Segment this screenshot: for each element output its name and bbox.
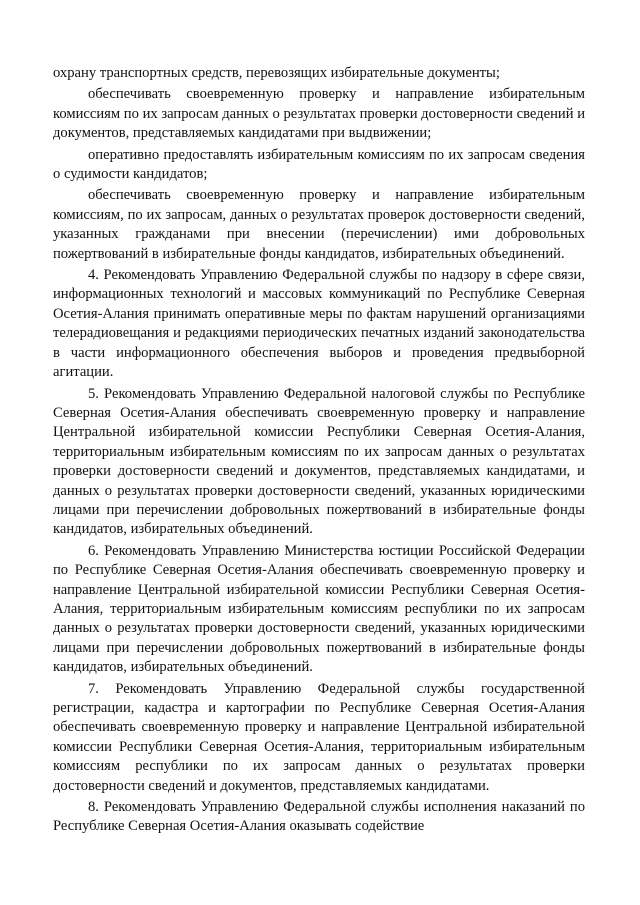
paragraph-donations-verification: обеспечивать своевременную проверку и направление избирательным комиссиям, по их запросам, данных о результатах проверок достоверности сведений, указанных гражданами при внесении (перечислении) ими добровольных пожертвований в избирательные фонды кандидатов, избирательных объединений. bbox=[53, 187, 585, 262]
document-page bbox=[53, 64, 585, 839]
paragraph-item-7: 7. Рекомендовать Управлению Федеральной службы государственной регистрации, кадастра и картографии по Республике Северная Осетия-Алания обеспечивать своевременную проверку и направление Центральной избирательной комиссии Республики Северная Осетия-Алания, территориальным избирательным комиссиям республики по их запросам данных о результатах проверки достоверности сведений и документов, представляемых кандидатами. bbox=[53, 680, 585, 794]
paragraph-verification-documents: обеспечивать своевременную проверку и направление избирательным комиссиям по их запросам данных о результатах проверки достоверности сведений и документов, представляемых кандидатами при выдвижении; bbox=[53, 86, 585, 142]
paragraph-item-5: 5. Рекомендовать Управлению Федеральной налоговой службы по Республике Северная Осетия-Алания обеспечивать своевременную проверку и направление Центральной избирательной комиссии Республики Северная Осетия-Алания, территориальным избирательным комиссиям по их запросам данных о результатах проверки достоверности сведений и документов, представляемых кандидатами, и данных о результатах проверки достоверности сведений, указанных юридическими лицами при перечислении добровольных пожертвований в избирательные фонды кандидатов, избирательных объединений. bbox=[53, 385, 585, 538]
paragraph-item-6: 6. Рекомендовать Управлению Министерства юстиции Российской Федерации по Республике Северная Осетия-Алания обеспечивать своевременную проверку и направление Центральной избирательной комиссии Республики Северная Осетия-Алания, территориальным избирательным комиссиям республики по их запросам данных о результатах проверки достоверности сведений, указанных юридическими лицами при перечислении добровольных пожертвований в избирательные фонды кандидатов, избирательных объединений. bbox=[53, 542, 585, 676]
paragraph-continuation: охрану транспортных средств, перевозящих избирательные документы; bbox=[53, 65, 500, 81]
paragraph-item-4: 4. Рекомендовать Управлению Федеральной службы по надзору в сфере связи, информационных технологий и массовых коммуникаций по Республике Северная Осетия-Алания принимать оперативные меры по фактам нарушений организациями телерадиовещания и редакциями периодических печатных изданий законодательства в части информационного обеспечения выборов и проведения предвыборной агитации. bbox=[53, 267, 585, 381]
paragraph-criminal-records: оперативно предоставлять избирательным комиссиям по их запросам сведения о судимости кандидатов; bbox=[53, 146, 585, 183]
paragraph-item-8: 8. Рекомендовать Управлению Федеральной службы исполнения наказаний по Республике Северная Осетия-Алания оказывать содействие bbox=[53, 799, 585, 835]
